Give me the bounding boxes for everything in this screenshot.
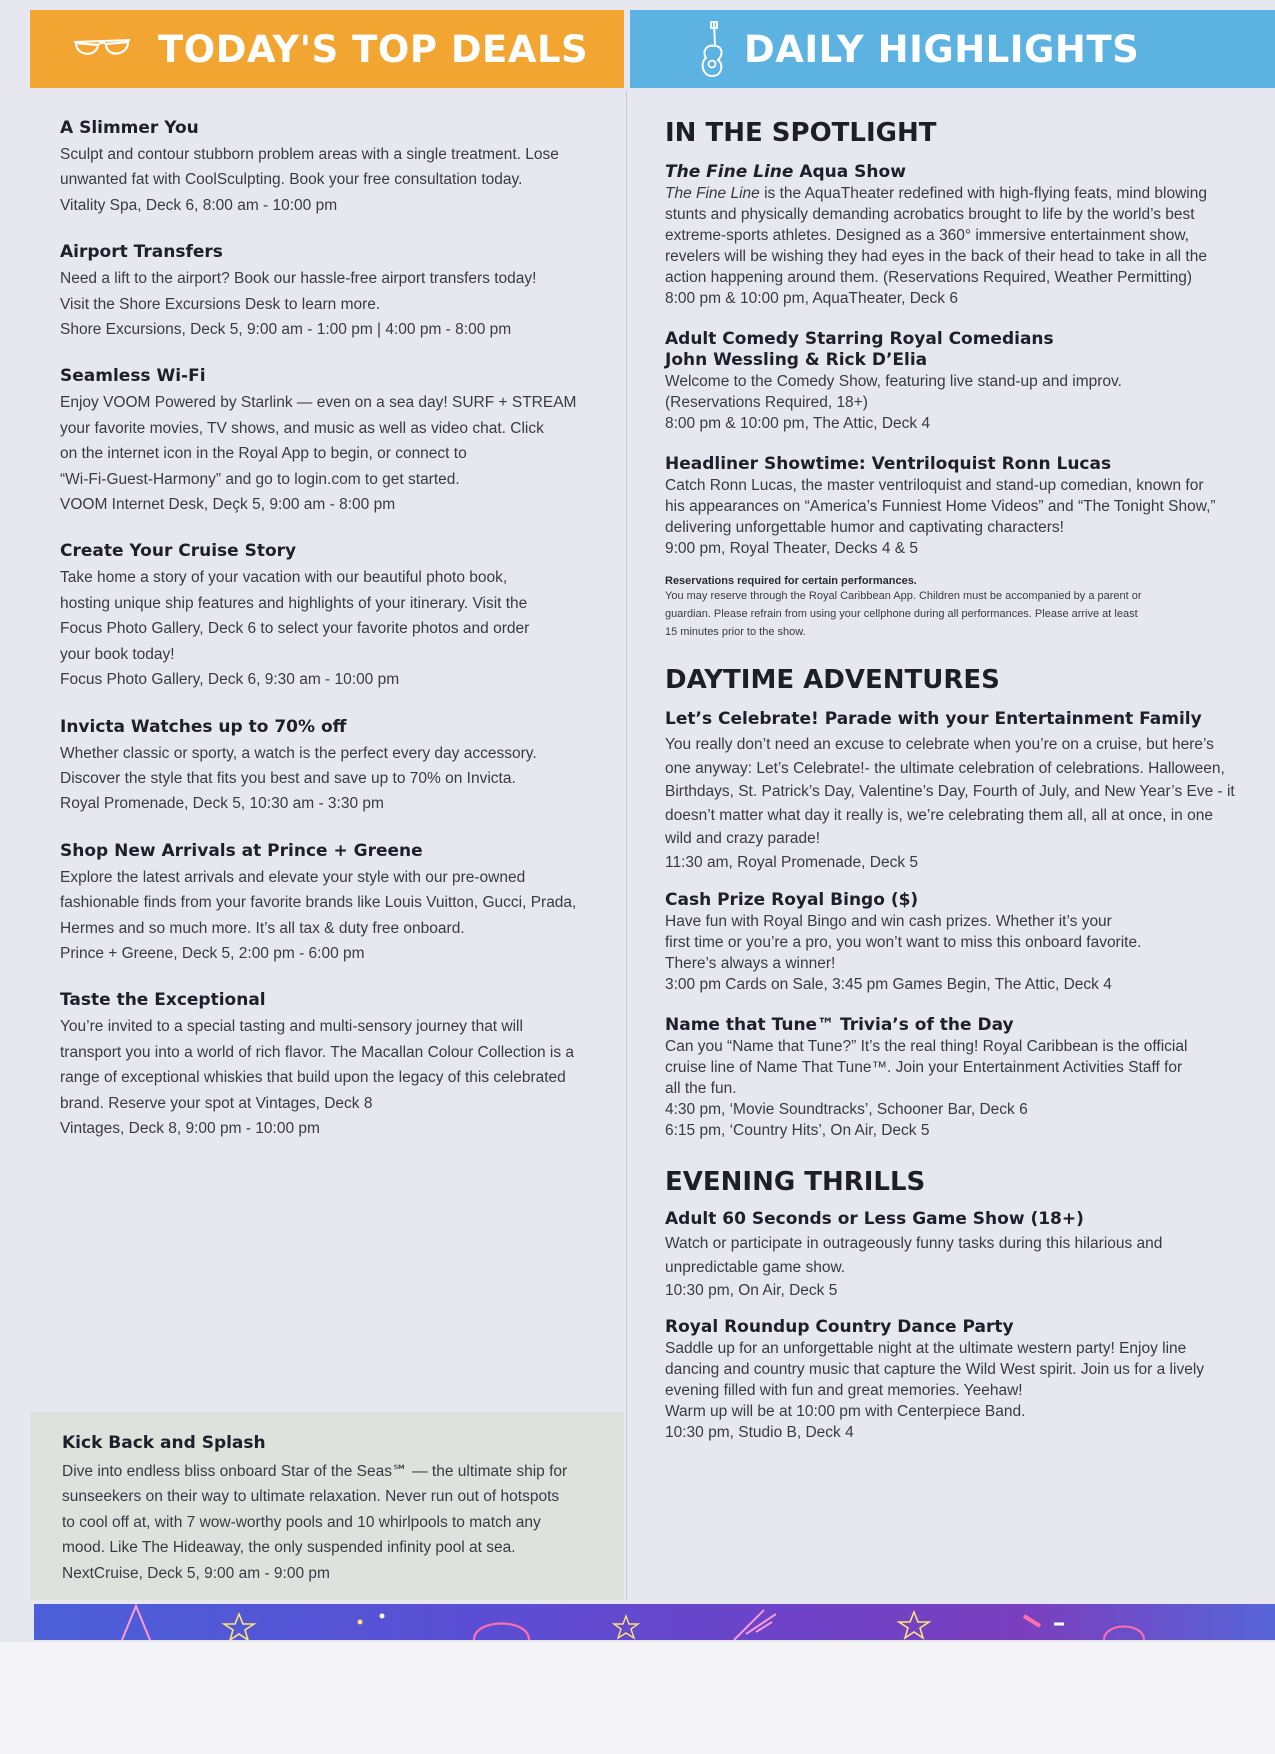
deal-line: Enjoy VOOM Powered by Starlink — even on a sea day! SURF + STREAM [60, 394, 577, 412]
kick-back-line: to cool off at, with 7 wow-worthy pools and 10 whirlpools to match any [62, 1513, 541, 1531]
comedy-event [665, 329, 1260, 434]
event-line: dancing and country music that capture the Wild West spirit. Join us for a lively [665, 1360, 1205, 1378]
deal-line: Whether classic or sporty, a watch is the perfect every day accessory. [60, 744, 537, 762]
event-line: wild and crazy parade! [665, 830, 821, 847]
reservation-notice [665, 575, 1260, 641]
bingo-event [665, 890, 1260, 995]
deal-item [60, 118, 605, 218]
deal-line: range of exceptional whiskies that build upon the legacy of this celebrated [60, 1069, 566, 1087]
deal-line: Take home a story of your vacation with our beautiful photo book, [60, 569, 508, 587]
deal-line: on the internet icon in the Royal App to begin, or connect to [60, 445, 467, 463]
event-title: Cash Prize Royal Bingo ($) [665, 890, 919, 910]
event-line: You really don’t need an excuse to celebrate when you’re on a cruise, but here’s [665, 736, 1214, 753]
star-icon [614, 1616, 638, 1638]
deal-line: VOOM Internet Desk, Deçk 5, 9:00 am - 8:00 pm [60, 496, 396, 514]
evening-heading: EVENING THRILLS [665, 1167, 926, 1197]
event-line: extreme-sports athletes. Designed as a 360° immersive entertainment show, [665, 227, 1189, 244]
confetti-dot [380, 1614, 385, 1619]
event-line: one anyway: Let’s Celebrate!- the ultimate celebration of celebrations. Halloween, [665, 759, 1225, 777]
event-title: Adult Comedy Starring Royal Comedians [665, 329, 1054, 349]
confetti-dot [358, 1620, 363, 1625]
event-line: 10:30 pm, On Air, Deck 5 [665, 1282, 838, 1299]
notice-line: guardian. Please refrain from using your cellphone during all performances. Please arrive at least [665, 608, 1138, 620]
trivia-event [665, 1015, 1260, 1141]
deals-list [60, 118, 605, 1165]
event-line: first time or you’re a pro, you won’t want to miss this onboard favorite. [665, 934, 1142, 951]
event-line: 8:00 pm & 10:00 pm, AquaTheater, Deck 6 [665, 290, 958, 307]
kick-back-title: Kick Back and Splash [62, 1433, 266, 1453]
event-line: Warm up will be at 10:00 pm with Centerpiece Band. [665, 1402, 1026, 1420]
event-title: Name that Tune™ Trivia’s of the Day [665, 1015, 1014, 1035]
event-line: 11:30 am, Royal Promenade, Deck 5 [665, 853, 919, 871]
event-line: all the fun. [665, 1080, 737, 1097]
deal-item [60, 990, 605, 1141]
deal-line: Royal Promenade, Deck 5, 10:30 am - 3:30 pm [60, 795, 384, 813]
notice-line: You may reserve through the Royal Caribbean App. Children must be accompanied by a parent or [665, 590, 1142, 602]
daytime-heading: DAYTIME ADVENTURES [665, 665, 1000, 695]
deal-title: Create Your Cruise Story [60, 541, 297, 562]
event-line: stunts and physically demanding acrobatics brought to life by the world’s best [665, 206, 1195, 223]
deal-title: Taste the Exceptional [60, 990, 266, 1011]
deal-line: Hermes and so much more. It’s all tax & duty free onboard. [60, 919, 465, 937]
dance-party-event [665, 1317, 1260, 1443]
daily-highlights-header [630, 10, 1275, 88]
column-divider [626, 90, 627, 1600]
event-line: Catch Ronn Lucas, the master ventriloquist and stand-up comedian, known for [665, 477, 1204, 494]
event-line: evening filled with fun and great memories. Yeehaw! [665, 1381, 1023, 1399]
deal-line: unwanted fat with CoolSculpting. Book your free consultation today. [60, 171, 523, 189]
deal-line: transport you into a world of rich flavor. The Macallan Colour Collection is a [60, 1043, 575, 1061]
ventriloquist-event [665, 454, 1260, 559]
deal-item [60, 717, 605, 817]
confetti-icon [734, 1610, 776, 1640]
party-hat-icon [122, 1606, 150, 1640]
deal-item [60, 541, 605, 692]
deal-line: Explore the latest arrivals and elevate your style with our pre-owned [60, 868, 526, 886]
kick-back-box [30, 1412, 624, 1600]
deal-line: Need a lift to the airport? Book our hassle-free airport transfers today! [60, 270, 537, 288]
event-line: 6:15 pm, ‘Country Hits’, On Air, Deck 5 [665, 1122, 930, 1139]
deal-line: Focus Photo Gallery, Deck 6, 9:30 am - 10:00 pm [60, 671, 400, 689]
notice-title: Reservations required for certain performances. [665, 575, 917, 587]
event-line: revelers will be wishing they had eyes in the back of their head to take in all the [665, 248, 1207, 265]
event-line: cruise line of Name That Tune™. Join your Entertainment Activities Staff for [665, 1059, 1183, 1076]
cupcake-icon [474, 1624, 529, 1641]
kick-back-line: mood. Like The Hideaway, the only suspended infinity pool at sea. [62, 1539, 516, 1557]
event-line: Watch or participate in outrageously funny tasks during this hilarious and [665, 1235, 1163, 1252]
kick-back-line: Dive into endless bliss onboard Star of the Seas℠ — the ultimate ship for [62, 1463, 568, 1480]
event-line: Welcome to the Comedy Show, featuring live stand-up and improv. [665, 373, 1122, 390]
event-title [665, 162, 1260, 183]
star-icon [224, 1614, 254, 1640]
event-line: There’s always a winner! [665, 955, 836, 972]
streamer-icon [1024, 1616, 1040, 1626]
deal-title: Airport Transfers [60, 242, 223, 263]
parade-event [665, 709, 1260, 874]
deal-line: Visit the Shore Excursions Desk to learn more. [60, 295, 381, 313]
event-line: 10:30 pm, Studio B, Deck 4 [665, 1423, 854, 1441]
event-title: Adult 60 Seconds or Less Game Show (18+) [665, 1209, 1084, 1229]
event-line: doesn’t matter what day it really is, we’re celebrating them all, all at once, in one [665, 806, 1213, 824]
event-line-text: is the AquaTheater redefined with high-flying feats, mind blowing [759, 185, 1207, 202]
top-deals-header [30, 10, 624, 88]
game-show-event [665, 1209, 1260, 1303]
kick-back-line: NextCruise, Deck 5, 9:00 am - 9:00 pm [62, 1564, 330, 1582]
deal-line: Shore Excursions, Deck 5, 9:00 am - 1:00 pm | 4:00 pm - 8:00 pm [60, 321, 512, 339]
deal-title: Shop New Arrivals at Prince + Greene [60, 840, 423, 861]
cupcake-icon [1104, 1627, 1144, 1641]
event-line: 8:00 pm & 10:00 pm, The Attic, Deck 4 [665, 415, 931, 432]
event-title: John Wessling & Rick D’Elia [665, 350, 928, 370]
event-line: 4:30 pm, ‘Movie Soundtracks’, Schooner Bar, Deck 6 [665, 1101, 1028, 1118]
party-decor-band [34, 1604, 1275, 1640]
deal-line: Vitality Spa, Deck 6, 8:00 am - 10:00 pm [60, 196, 338, 214]
event-line: (Reservations Required, 18+) [665, 394, 868, 411]
deal-line: your book today! [60, 645, 175, 663]
event-line: Saddle up for an unforgettable night at the ultimate western party! Enjoy line [665, 1339, 1187, 1357]
event-line: his appearances on “America’s Funniest Home Videos” and “The Tonight Show,” [665, 498, 1216, 515]
event-line: 3:00 pm Cards on Sale, 3:45 pm Games Begin, The Attic, Deck 4 [665, 976, 1112, 993]
event-title: Headliner Showtime: Ventriloquist Ronn Lucas [665, 454, 1112, 474]
deal-line: You’re invited to a special tasting and multi-sensory journey that will [60, 1018, 523, 1036]
deal-line: Discover the style that fits you best and save up to 70% on Invicta. [60, 769, 516, 787]
deal-title: Seamless Wi-Fi [60, 366, 206, 387]
spotlight-heading: IN THE SPOTLIGHT [665, 118, 937, 148]
deal-item [60, 366, 605, 517]
top-deals-title: TODAY'S TOP DEALS [158, 27, 589, 71]
star-icon [899, 1612, 929, 1638]
event-line: unpredictable game show. [665, 1258, 846, 1276]
deal-title: Invicta Watches up to 70% off [60, 716, 347, 737]
deal-line: your favorite movies, TV shows, and music as well as video chat. Click [60, 419, 544, 437]
deal-line: “Wi-Fi-Guest-Harmony” and go to login.com to get started. [60, 470, 460, 488]
deal-line: brand. Reserve your spot at Vintages, Deck 8 [60, 1094, 373, 1112]
event-title: Royal Roundup Country Dance Party [665, 1316, 1014, 1337]
kick-back-line: sunseekers on their way to ultimate relaxation. Never run out of hotspots [62, 1488, 560, 1506]
event-line-italic: The Fine Line [665, 185, 760, 202]
deal-line: Sculpt and contour stubborn problem areas with a single treatment. Lose [60, 146, 559, 163]
guitar-icon [698, 20, 726, 78]
deal-item [60, 841, 605, 967]
deal-line: Prince + Greene, Deck 5, 2:00 pm - 6:00 pm [60, 944, 365, 962]
event-title-italic: The Fine Line [665, 162, 794, 182]
event-title: Let’s Celebrate! Parade with your Entertainment Family [665, 709, 1202, 729]
sunglasses-icon [70, 34, 134, 64]
fine-line-event [665, 162, 1260, 309]
deal-title: A Slimmer You [60, 118, 199, 138]
deal-item [60, 242, 605, 342]
notice-line: 15 minutes prior to the show. [665, 626, 806, 638]
event-line: Have fun with Royal Bingo and win cash prizes. Whether it’s your [665, 913, 1112, 930]
event-line: 9:00 pm, Royal Theater, Decks 4 & 5 [665, 540, 919, 557]
event-line: Can you “Name that Tune?” It’s the real thing! Royal Caribbean is the official [665, 1038, 1188, 1055]
deal-line: Vintages, Deck 8, 9:00 pm - 10:00 pm [60, 1119, 320, 1137]
highlights-column [665, 118, 1260, 1443]
deal-line: Focus Photo Gallery, Deck 6 to select your favorite photos and order [60, 620, 530, 638]
event-line: Birthdays, St. Patrick’s Day, Valentine’s Day, Fourth of July, and New Year’s Eve - it [665, 783, 1235, 800]
event-line [665, 183, 1260, 204]
deal-line: hosting unique ship features and highlights of your itinerary. Visit the [60, 594, 528, 612]
event-line: action happening around them. (Reservations Required, Weather Permitting) [665, 269, 1192, 286]
event-title-rest: Aqua Show [793, 162, 906, 182]
event-line: delivering unforgettable humor and captivating characters! [665, 519, 1064, 536]
deal-line: fashionable finds from your favorite brands like Louis Vuitton, Gucci, Prada, [60, 894, 577, 912]
daily-highlights-title: DAILY HIGHLIGHTS [744, 27, 1140, 71]
